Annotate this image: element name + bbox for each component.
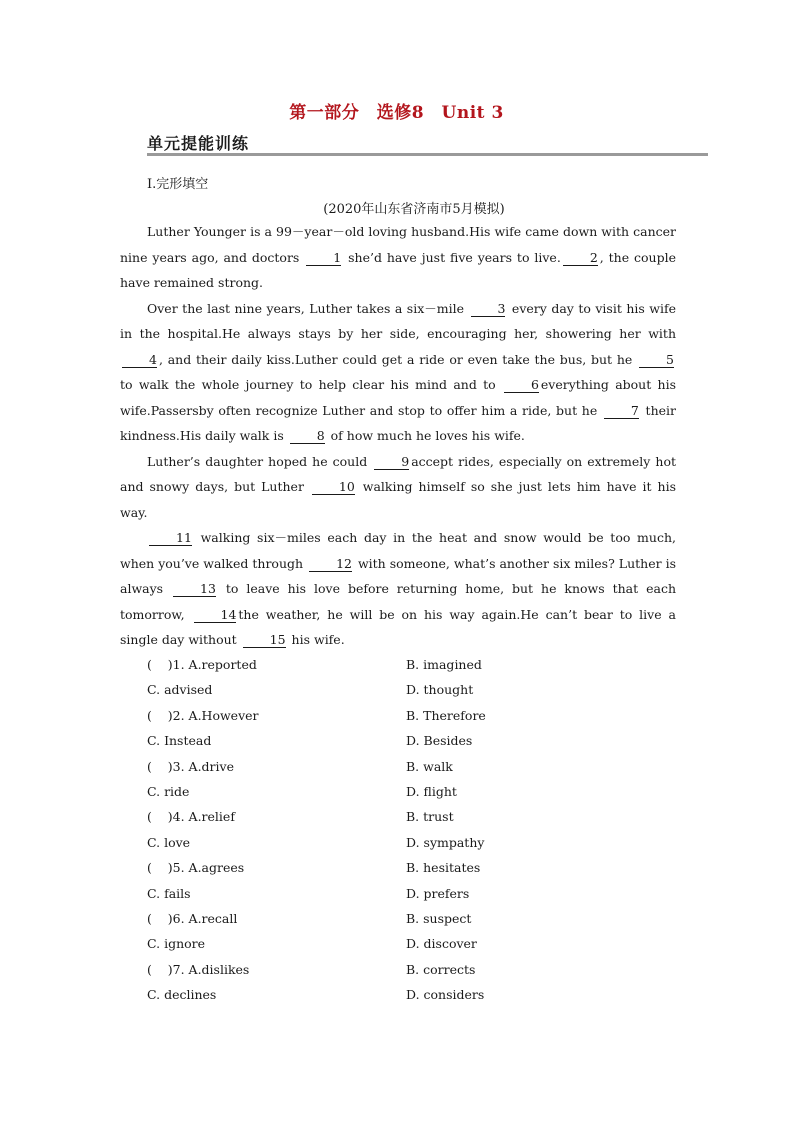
section-divider	[147, 153, 708, 156]
source-note: (2020年山东省济南市5月模拟)	[323, 202, 505, 217]
page-title: 第一部分 选修8 Unit 3	[289, 103, 504, 123]
option-row	[147, 804, 667, 829]
blank-3: 3	[471, 301, 506, 317]
option-row	[147, 855, 667, 880]
passage-paragraph-4	[120, 525, 676, 653]
passage-text: his wife.	[287, 632, 345, 647]
option-right: D. flight	[406, 783, 457, 799]
blank-10: 10	[312, 479, 355, 495]
blank-13: 13	[173, 581, 216, 597]
option-row	[147, 703, 667, 728]
option-left: C. declines	[147, 987, 217, 1003]
option-right: D. Besides	[406, 733, 473, 749]
option-left: ( )6. A.recall	[147, 910, 238, 926]
passage-text: she’d have just five years to live.	[343, 249, 561, 265]
option-left: ( )7. A.dislikes	[147, 961, 250, 977]
option-left: ( )4. A.relief	[147, 809, 235, 825]
blank-4: 4	[122, 352, 157, 368]
blank-1: 1	[306, 250, 341, 266]
option-left: ( )1. A.reported	[147, 657, 257, 672]
option-left: ( )3. A.drive	[147, 758, 234, 774]
answer-options	[147, 652, 667, 1007]
option-right: B. walk	[406, 758, 453, 774]
option-right: B. corrects	[406, 961, 476, 977]
passage-text: , and their daily kiss.Luther could get a ride or even take the bus, but he	[158, 351, 638, 367]
option-row	[147, 982, 667, 1007]
passage-text: every day to visit his wife in the hospital.He always stays by her side, encouraging her, showering her with	[120, 300, 676, 341]
option-right: D. considers	[406, 987, 485, 1003]
option-left: C. ignore	[147, 936, 206, 952]
option-row	[147, 652, 667, 677]
option-right: D. thought	[406, 682, 474, 698]
option-left: C. love	[147, 834, 191, 850]
blank-8: 8	[290, 428, 325, 444]
passage-text: walking six－miles each day in the heat and snow would be too much, when you’ve walked through	[120, 530, 676, 571]
option-right: B. suspect	[406, 910, 472, 926]
option-left: C. advised	[147, 682, 213, 698]
option-row	[147, 779, 667, 804]
option-left: ( )5. A.agrees	[147, 860, 245, 876]
passage-text: with someone, what’s another six miles? Luther is always	[120, 555, 676, 596]
blank-15: 15	[243, 632, 286, 648]
blank-2: 2	[563, 250, 598, 266]
option-left: C. Instead	[147, 733, 212, 749]
option-right: D. sympathy	[406, 834, 485, 850]
part-label: Ⅰ.完形填空	[147, 177, 209, 192]
option-left: ( )2. A.However	[147, 707, 259, 723]
option-row	[147, 677, 667, 702]
passage-paragraph-1	[120, 219, 676, 296]
passage-text: everything about his wife.Passersby often recognize Luther and stop to offer him a ride, but he	[120, 377, 676, 418]
passage-text: Luther Younger is a 99－year－old loving husband.His wife came down with cancer nine years ago, and doctors	[120, 224, 676, 265]
passage-text: the weather, he will be on his way again.He can’t bear to live a single day without	[120, 606, 676, 647]
option-row	[147, 957, 667, 982]
option-right: B. hesitates	[406, 860, 481, 876]
section-heading: 单元提能训练	[147, 134, 250, 153]
option-right: D. prefers	[406, 885, 470, 901]
option-right: B. trust	[406, 809, 454, 825]
cloze-passage	[120, 219, 676, 653]
option-left: C. ride	[147, 783, 190, 799]
option-left: C. fails	[147, 885, 191, 901]
option-row	[147, 931, 667, 956]
passage-paragraph-3	[120, 449, 676, 526]
option-row	[147, 906, 667, 931]
option-row	[147, 830, 667, 855]
blank-12: 12	[309, 556, 352, 572]
passage-text: accept rides, especially on extremely hot and snowy days, but Luther	[120, 453, 676, 494]
option-row	[147, 728, 667, 753]
passage-text: to walk the whole journey to help clear his mind and to	[120, 377, 502, 392]
blank-11: 11	[149, 530, 192, 546]
blank-5: 5	[639, 352, 674, 368]
passage-paragraph-2	[120, 296, 676, 449]
passage-text: of how much he loves his wife.	[326, 428, 525, 443]
blank-6: 6	[504, 377, 539, 393]
passage-text: to leave his love before returning home, but he knows that each tomorrow,	[120, 581, 677, 622]
passage-text: , the couple have remained strong.	[120, 249, 676, 290]
option-right: B. imagined	[406, 657, 482, 672]
blank-9: 9	[374, 454, 409, 470]
passage-text: their kindness.His daily walk is	[120, 402, 676, 443]
blank-7: 7	[604, 403, 639, 419]
option-row	[147, 881, 667, 906]
blank-14: 14	[194, 607, 237, 623]
passage-text: walking himself so she just lets him have it his way.	[120, 479, 676, 520]
option-right: B. Therefore	[406, 707, 486, 723]
option-row	[147, 754, 667, 779]
option-right: D. discover	[406, 936, 477, 952]
passage-text: Luther’s daughter hoped he could	[147, 453, 373, 469]
passage-text: Over the last nine years, Luther takes a six－mile	[147, 300, 469, 316]
